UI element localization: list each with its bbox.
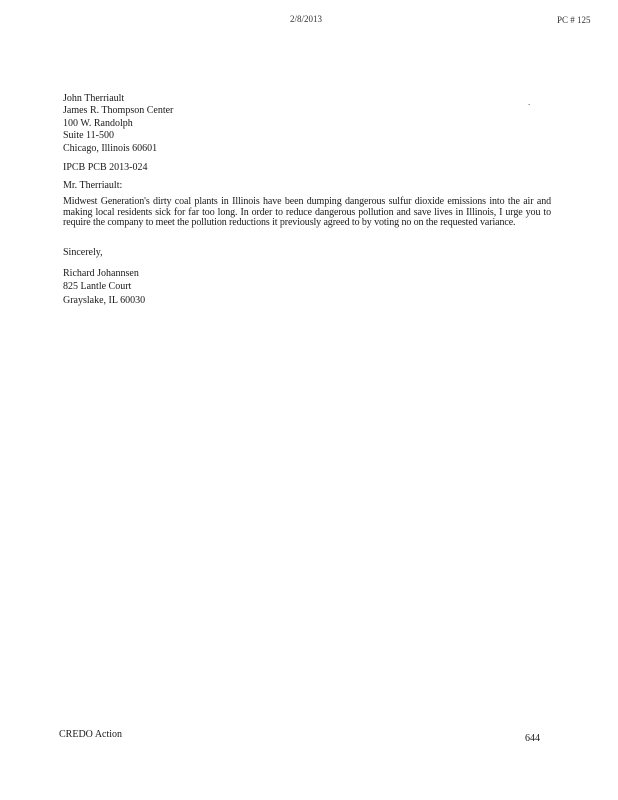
closing: Sincerely, (63, 247, 103, 258)
sender-street: 825 Lantle Court (63, 281, 132, 293)
reference-line: IPCB PCB 2013-024 (63, 162, 148, 173)
recipient-suite: Suite 11-500 (63, 130, 115, 142)
recipient-building: James R. Thompson Center (63, 105, 174, 117)
salutation: Mr. Therriault: (63, 180, 123, 191)
header-date: 2/8/2013 (290, 14, 323, 24)
footer-organization: CREDO Action (59, 729, 123, 740)
recipient-street: 100 W. Randolph (63, 117, 133, 129)
sender-block (63, 267, 145, 307)
header-pc-number: PC # 125 (557, 15, 591, 25)
footer-page-number: 644 (525, 733, 540, 744)
stray-mark: . (528, 97, 531, 107)
recipient-city: Chicago, Illinois 60601 (63, 142, 158, 154)
letter-body: Midwest Generation's dirty coal plants in Illinois have been dumping dangerous sulfur dioxide emissions into the air and making local residents sick for far too long. In order to reduce dangerous pollution and save lives in Illinois, I urge you to require the company to meet the pollution reductions it previously agreed to by voting no on the requested variance. (63, 196, 551, 228)
recipient-address (63, 93, 173, 155)
sender-name: Richard Johannsen (63, 268, 139, 279)
recipient-name: John Therriault (63, 93, 125, 104)
sender-city: Grayslake, IL 60030 (63, 294, 146, 306)
